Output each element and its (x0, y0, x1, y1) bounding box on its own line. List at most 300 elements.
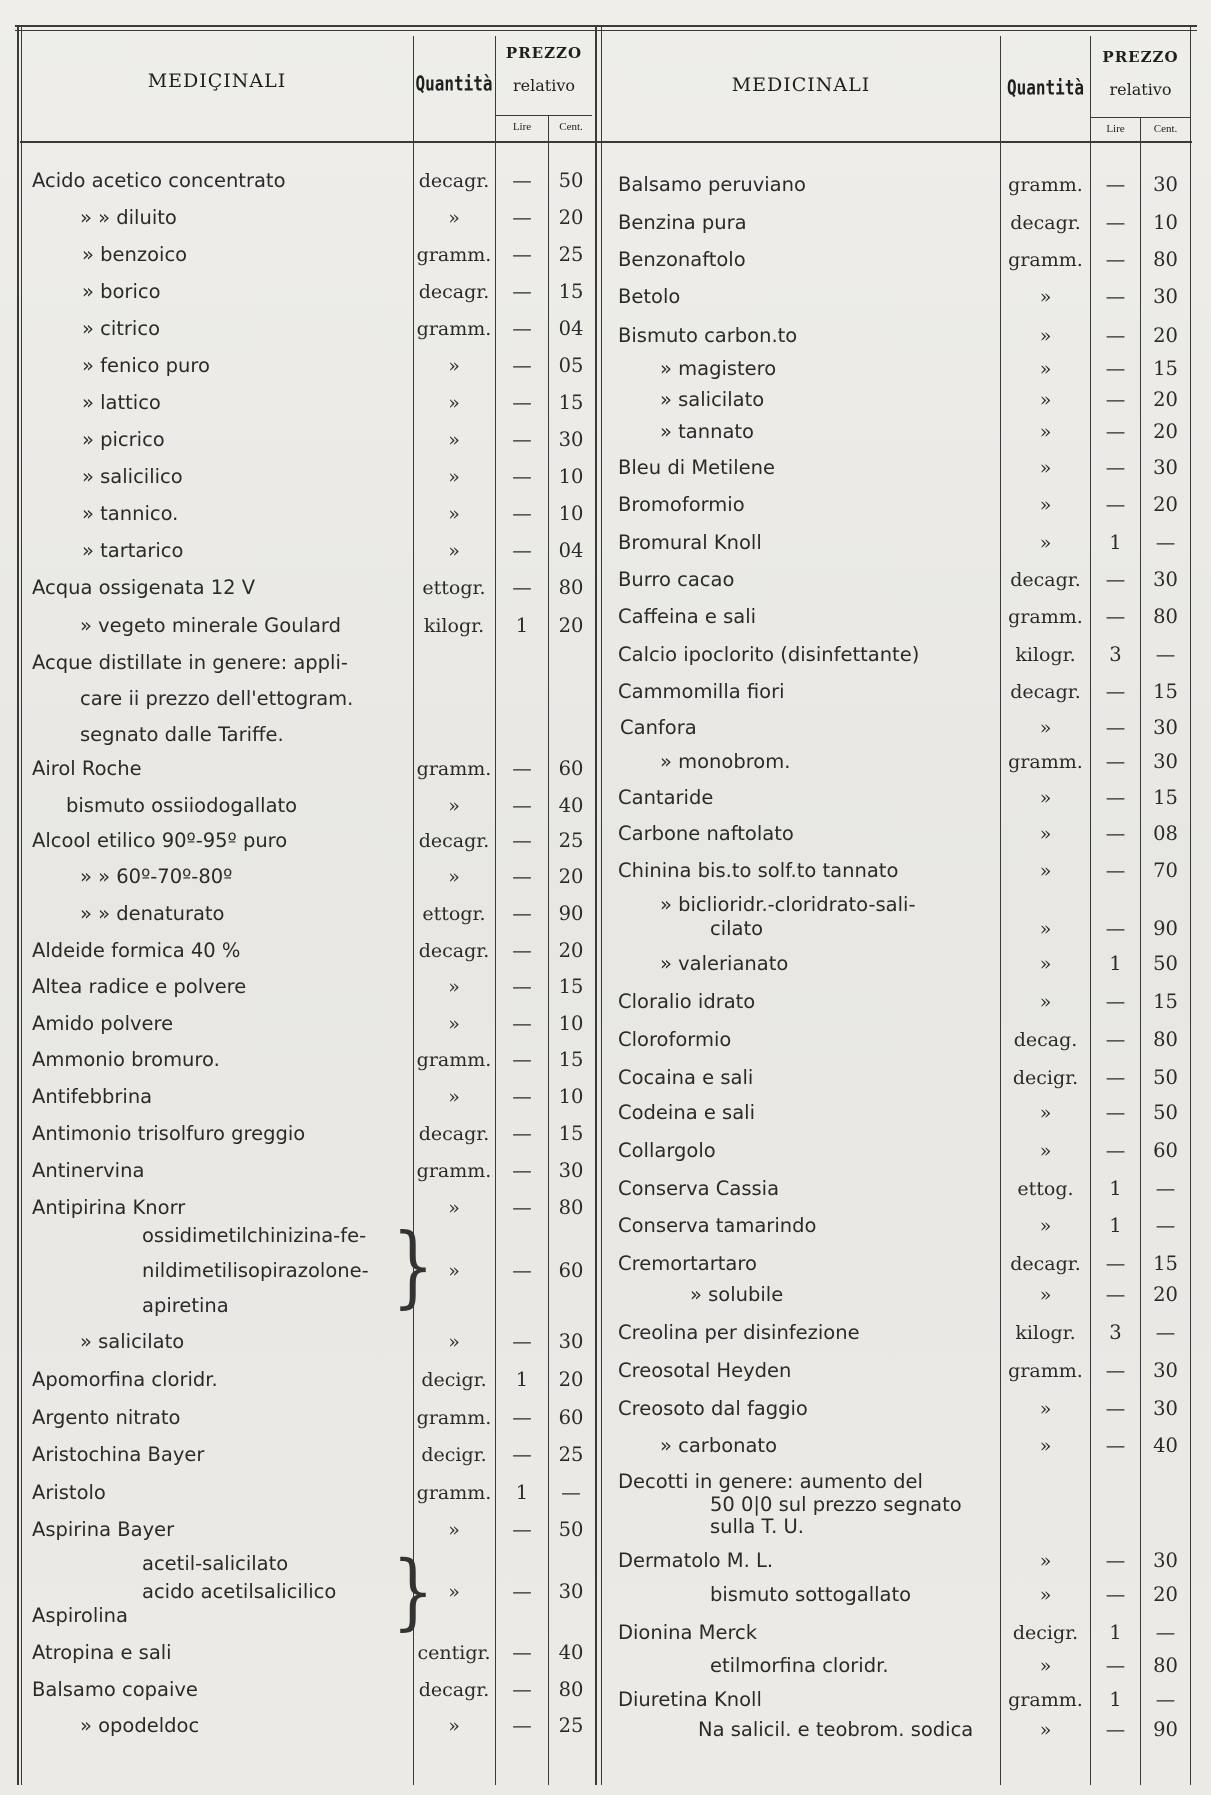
item-price-cent: 15 (558, 975, 584, 998)
item-price-cent: — (1155, 1688, 1176, 1711)
item-quantity: » (1039, 1398, 1052, 1420)
item-price-cent: 15 (1153, 680, 1178, 703)
item-quantity: » (448, 1715, 460, 1737)
item-name: Cremortartaro (618, 1252, 757, 1275)
item-name: sulla T. U. (710, 1515, 804, 1538)
item-price-cent: 20 (1153, 1583, 1178, 1606)
item-price-cent: 50 (558, 1518, 584, 1541)
item-price-cent: 05 (558, 354, 584, 377)
item-price-lire: — (1105, 917, 1126, 940)
item-price-lire: — (1105, 1718, 1126, 1741)
item-name: Creolina per disinfezione (618, 1321, 860, 1344)
item-quantity: ettogr. (422, 903, 486, 925)
item-quantity: » (448, 976, 460, 998)
item-quantity: » (448, 429, 460, 451)
item-quantity: decagr. (1010, 1253, 1081, 1275)
item-price-lire: — (1105, 456, 1126, 479)
item-price-lire: — (512, 1641, 532, 1664)
item-name: care ii prezzo dell'ettogram. (80, 687, 354, 710)
item-name: Antimonio trisolfuro greggio (32, 1122, 306, 1145)
item-price-cent: — (1155, 1214, 1176, 1237)
item-name: Decotti in genere: aumento del (618, 1470, 923, 1493)
left-header-quantita: Quantità (415, 71, 493, 96)
item-price-cent: 90 (1153, 917, 1178, 940)
item-quantity: decagr. (418, 830, 490, 852)
item-quantity: » (1039, 717, 1052, 739)
item-quantity: » (1039, 1584, 1052, 1606)
item-name: » monobrom. (660, 750, 791, 773)
item-name: Cloralio idrato (618, 990, 756, 1013)
item-quantity: gramm. (416, 1482, 492, 1504)
item-price-cent: 20 (558, 614, 584, 637)
item-name: etilmorfina cloridr. (710, 1654, 889, 1677)
item-price-cent: 30 (1153, 173, 1178, 196)
item-price-cent: 10 (558, 1085, 584, 1108)
left-border-inner (21, 25, 22, 1785)
item-name: Atropina e sali (32, 1641, 172, 1664)
item-price-cent: 15 (558, 1122, 584, 1145)
item-price-cent: 60 (558, 757, 584, 780)
item-price-lire: — (512, 1330, 532, 1353)
item-price-cent: 30 (1153, 1397, 1178, 1420)
item-price-cent: 15 (1153, 357, 1178, 380)
item-price-cent: 20 (1153, 388, 1178, 411)
item-price-lire: — (1105, 822, 1126, 845)
item-price-cent: 10 (558, 465, 584, 488)
item-name: Creosoto dal faggio (618, 1397, 808, 1420)
item-price-cent: 60 (1153, 1139, 1178, 1162)
item-price-cent: 80 (1153, 1028, 1178, 1051)
item-quantity: ettog. (1017, 1178, 1074, 1200)
item-price-cent: 30 (1153, 285, 1178, 308)
item-name: Acido acetico concentrato (32, 169, 286, 192)
left-header-lire: Lire (512, 121, 532, 133)
item-price-lire: — (1105, 388, 1126, 411)
item-price-lire: — (1105, 1583, 1126, 1606)
item-quantity: » (1039, 286, 1052, 308)
item-price-lire: — (512, 576, 532, 599)
left-header-prezzo: PREZZO (505, 44, 583, 62)
item-price-lire: 1 (1109, 531, 1122, 554)
item-price-cent: 30 (1153, 456, 1178, 479)
item-price-lire: — (512, 354, 532, 377)
right-price-subheader-rule (1091, 117, 1190, 118)
item-price-cent: 80 (1153, 248, 1178, 271)
item-price-cent: 10 (1153, 211, 1178, 234)
item-quantity: » (1039, 860, 1052, 882)
item-price-lire: — (1105, 211, 1126, 234)
item-name: » carbonato (660, 1434, 778, 1457)
item-name: Cloroformio (618, 1028, 732, 1051)
item-name: 50 0|0 sul prezzo segnato (710, 1493, 962, 1516)
item-quantity: » (448, 1013, 460, 1035)
item-name: Apomorfina cloridr. (32, 1368, 218, 1391)
item-name: Bismuto carbon.to (618, 324, 798, 347)
item-quantity: gramm. (416, 244, 492, 266)
item-price-lire: — (512, 243, 532, 266)
right-border (1190, 25, 1191, 1785)
item-price-cent: 15 (1153, 786, 1178, 809)
item-quantity: » (1039, 1550, 1052, 1572)
right-header-cent: Cent. (1153, 123, 1178, 135)
item-name: cilato (710, 917, 764, 940)
item-price-cent: 04 (558, 317, 584, 340)
item-quantity: » (448, 866, 460, 888)
item-price-lire: 3 (1109, 643, 1122, 666)
item-name: acetil-salicilato (142, 1552, 289, 1575)
item-price-cent: 50 (1153, 1101, 1178, 1124)
item-quantity: » (448, 392, 460, 414)
item-name: Conserva tamarindo (618, 1214, 817, 1237)
item-name: Conserva Cassia (618, 1177, 780, 1200)
item-quantity: » (1039, 918, 1052, 940)
item-name: Aristolo (32, 1481, 106, 1504)
item-quantity: » (1039, 991, 1052, 1013)
item-quantity: gramm. (416, 1407, 492, 1429)
header-bottom-rule (20, 141, 1192, 143)
item-price-lire: — (512, 317, 532, 340)
item-quantity: » (1039, 457, 1052, 479)
item-price-lire: — (512, 1196, 532, 1219)
item-price-cent: 25 (558, 829, 584, 852)
item-price-cent: — (1155, 643, 1176, 666)
item-name: » tartarico (82, 539, 184, 562)
item-quantity: » (1039, 494, 1052, 516)
item-price-lire: 1 (1109, 1177, 1122, 1200)
item-price-cent: 80 (558, 1196, 584, 1219)
item-price-lire: — (1105, 248, 1126, 271)
item-name: Antinervina (32, 1159, 145, 1182)
item-price-lire: — (512, 539, 532, 562)
item-price-cent: 15 (558, 1048, 584, 1071)
item-price-lire: 1 (515, 614, 529, 637)
item-price-lire: 1 (515, 1481, 529, 1504)
item-name: Altea radice e polvere (32, 975, 247, 998)
item-name: Caffeina e sali (618, 605, 757, 628)
item-price-lire: 1 (1109, 952, 1122, 975)
item-price-cent: 30 (1153, 568, 1178, 591)
left-header-relativo: relativo (513, 76, 575, 95)
item-name: Aspirina Bayer (32, 1518, 175, 1541)
item-name: Cammomilla fiori (618, 680, 785, 703)
item-price-lire: — (1105, 680, 1126, 703)
item-name: Antifebbrina (32, 1085, 153, 1108)
item-price-lire: — (512, 757, 532, 780)
item-price-cent: 80 (558, 576, 584, 599)
item-name: Dermatolo M. L. (618, 1549, 774, 1572)
item-quantity: » (1039, 1655, 1052, 1677)
item-quantity: » (1039, 823, 1052, 845)
item-name: Aristochina Bayer (32, 1443, 205, 1466)
item-price-cent: 20 (1153, 420, 1178, 443)
item-price-lire: 3 (1109, 1321, 1122, 1344)
item-price-lire: — (512, 1259, 532, 1282)
right-header-quantita: Quantità (1006, 75, 1085, 100)
item-name: » salicilico (82, 465, 183, 488)
item-name: » opodeldoc (80, 1714, 200, 1737)
item-price-lire: — (1105, 285, 1126, 308)
item-price-lire: — (1105, 493, 1126, 516)
item-price-cent: 80 (1153, 1654, 1178, 1677)
item-name: » vegeto minerale Goulard (80, 614, 341, 637)
item-name: » » denaturato (80, 902, 225, 925)
item-price-cent: 70 (1153, 859, 1178, 882)
item-price-lire: — (512, 1518, 532, 1541)
item-name: » benzoico (82, 243, 188, 266)
center-divider-a (595, 25, 597, 1785)
item-quantity: gramm. (1008, 751, 1083, 773)
item-name: Diuretina Knoll (618, 1688, 762, 1711)
item-quantity: » (448, 540, 460, 562)
item-price-lire: — (512, 391, 532, 414)
item-price-lire: — (1105, 1359, 1126, 1382)
item-quantity: decagr. (418, 1679, 490, 1701)
item-price-lire: — (512, 169, 532, 192)
item-quantity: » (448, 466, 460, 488)
item-name: apiretina (142, 1294, 229, 1317)
item-name: Bromoformio (618, 493, 745, 516)
item-quantity: decagr. (418, 940, 490, 962)
item-price-lire: — (1105, 859, 1126, 882)
item-quantity: decigr. (421, 1444, 487, 1466)
item-quantity: » (1039, 1719, 1052, 1741)
item-quantity: ettogr. (422, 577, 486, 599)
item-name: Bleu di Metilene (618, 456, 775, 479)
item-price-cent: 40 (558, 794, 584, 817)
item-name: Ammonio bromuro. (32, 1048, 220, 1071)
item-name: Na salicil. e teobrom. sodica (698, 1718, 974, 1741)
item-name: » lattico (82, 391, 161, 414)
right-header-lire: Lire (1106, 123, 1125, 135)
left-header-medicinali: MEDIÇINALI (147, 70, 287, 92)
item-quantity: decigr. (1012, 1067, 1079, 1089)
left-header-cent: Cent. (559, 121, 583, 133)
item-name: Cantaride (618, 786, 714, 809)
item-price-lire: — (1105, 1283, 1126, 1306)
item-quantity: » (1039, 325, 1052, 347)
item-name: segnato dalle Tariffe. (80, 723, 284, 746)
item-price-cent: 50 (1153, 952, 1178, 975)
item-price-lire: — (1105, 1397, 1126, 1420)
item-name: bismuto sottogallato (710, 1583, 912, 1606)
right-header-relativo: relativo (1109, 80, 1172, 99)
item-quantity: » (448, 1519, 460, 1541)
item-quantity: » (448, 795, 460, 817)
item-quantity: decagr. (1010, 212, 1081, 234)
item-price-lire: — (1105, 990, 1126, 1013)
item-price-lire: — (512, 1122, 532, 1145)
item-price-cent: 20 (1153, 1283, 1178, 1306)
item-price-lire: — (512, 1580, 532, 1603)
item-name: » » diluito (80, 206, 177, 229)
item-price-cent: 15 (1153, 1252, 1178, 1275)
item-name: » solubile (690, 1283, 784, 1306)
item-price-cent: 30 (558, 1330, 584, 1353)
item-name: » » 60º-70º-80º (80, 865, 233, 888)
item-price-cent: 80 (1153, 605, 1178, 628)
item-price-cent: 30 (558, 1159, 584, 1182)
item-name: » salicilato (660, 388, 765, 411)
item-price-lire: — (1105, 605, 1126, 628)
item-price-lire: — (512, 1048, 532, 1071)
item-quantity: » (1039, 1102, 1052, 1124)
item-price-lire: — (1105, 357, 1126, 380)
item-price-lire: — (512, 1714, 532, 1737)
item-price-lire: — (512, 1443, 532, 1466)
item-quantity: kilogr. (423, 615, 485, 637)
item-price-cent: 50 (1153, 1066, 1178, 1089)
item-name: Airol Roche (32, 757, 142, 780)
item-quantity: » (448, 503, 460, 525)
item-price-lire: — (1105, 568, 1126, 591)
item-price-cent: 25 (558, 243, 584, 266)
item-quantity: kilogr. (1015, 1322, 1076, 1344)
item-quantity: decagr. (418, 170, 490, 192)
item-price-lire: — (512, 829, 532, 852)
item-price-cent: 30 (1153, 750, 1178, 773)
item-quantity: kilogr. (1015, 644, 1076, 666)
item-name: Betolo (618, 285, 681, 308)
item-price-cent: 20 (558, 939, 584, 962)
right-header-medicinali: MEDICINALI (731, 74, 871, 96)
item-name: Dionina Merck (618, 1621, 758, 1644)
item-name: » borico (82, 280, 161, 303)
item-price-cent: — (561, 1481, 581, 1504)
brace-antipirina: } (392, 1214, 434, 1319)
item-name: » fenico puro (82, 354, 210, 377)
item-quantity: » (448, 1086, 460, 1108)
item-price-cent: 04 (558, 539, 584, 562)
item-name: Carbone naftolato (618, 822, 794, 845)
item-price-lire: — (1105, 1066, 1126, 1089)
item-price-lire: — (1105, 1028, 1126, 1051)
item-price-cent: 25 (558, 1443, 584, 1466)
item-name: Benzina pura (618, 211, 747, 234)
item-price-cent: 90 (1153, 1718, 1178, 1741)
item-name: Aldeide formica 40 % (32, 939, 241, 962)
item-quantity: decagr. (1010, 569, 1081, 591)
item-name: Balsamo copaive (32, 1678, 198, 1701)
item-price-cent: 10 (558, 502, 584, 525)
item-name: Acque distillate in genere: appli- (32, 651, 348, 674)
item-name: Cocaina e sali (618, 1066, 754, 1089)
item-price-cent: 60 (558, 1259, 584, 1282)
item-quantity: » (448, 1197, 460, 1219)
item-price-lire: — (1105, 1549, 1126, 1572)
item-quantity: decigr. (1012, 1622, 1079, 1644)
item-name: » tannato (660, 420, 754, 443)
item-name: » tannico. (82, 502, 179, 525)
item-name: Calcio ipoclorito (disinfettante) (618, 643, 920, 666)
item-quantity: » (448, 1581, 460, 1603)
item-price-cent: 50 (558, 169, 584, 192)
item-quantity: » (1039, 1140, 1052, 1162)
top-border (15, 25, 1197, 27)
item-name: Burro cacao (618, 568, 735, 591)
item-price-cent: 30 (1153, 716, 1178, 739)
item-name: » magistero (660, 357, 777, 380)
item-quantity: gramm. (1008, 1689, 1083, 1711)
item-quantity: decagr. (1010, 681, 1081, 703)
item-quantity: gramm. (416, 758, 492, 780)
item-quantity: gramm. (1008, 174, 1083, 196)
item-quantity: » (1039, 421, 1052, 443)
item-quantity: decagr. (418, 1123, 490, 1145)
item-price-cent: 25 (558, 1714, 584, 1737)
item-name: Alcool etilico 90º-95º puro (32, 829, 288, 852)
item-name: Codeina e sali (618, 1101, 755, 1124)
item-quantity: » (1039, 787, 1052, 809)
item-price-cent: 30 (558, 1580, 584, 1603)
item-quantity: gramm. (1008, 606, 1083, 628)
item-price-lire: — (1105, 1434, 1126, 1457)
item-price-lire: — (512, 939, 532, 962)
item-price-lire: 1 (1109, 1621, 1122, 1644)
item-quantity: gramm. (416, 1049, 492, 1071)
item-name: » citrico (82, 317, 160, 340)
item-price-lire: — (512, 902, 532, 925)
item-price-cent: 80 (558, 1678, 584, 1701)
item-price-lire: — (512, 1678, 532, 1701)
item-price-lire: — (512, 465, 532, 488)
item-price-lire: — (1105, 1101, 1126, 1124)
item-price-lire: — (1105, 750, 1126, 773)
item-name: acido acetilsalicilico (142, 1580, 337, 1603)
item-quantity: decag. (1013, 1029, 1078, 1051)
item-price-lire: — (512, 975, 532, 998)
item-name: Bromural Knoll (618, 531, 762, 554)
item-price-cent: 10 (558, 1012, 584, 1035)
item-price-lire: 1 (1109, 1688, 1122, 1711)
item-name: Aspirolina (32, 1604, 128, 1627)
item-quantity: gramm. (1008, 1360, 1083, 1382)
item-quantity: » (1039, 532, 1052, 554)
item-name: Creosotal Heyden (618, 1359, 792, 1382)
item-quantity: » (1039, 358, 1052, 380)
item-price-cent: 20 (1153, 493, 1178, 516)
item-price-cent: — (1155, 531, 1176, 554)
item-price-cent: 30 (1153, 1359, 1178, 1382)
item-name: nildimetilisopirazolone- (142, 1259, 369, 1282)
item-price-lire: — (512, 1085, 532, 1108)
item-name: Acqua ossigenata 12 V (32, 576, 256, 599)
left-price-subheader-rule (496, 115, 592, 116)
item-quantity: decigr. (421, 1369, 487, 1391)
item-price-cent: 40 (558, 1641, 584, 1664)
item-price-cent: 15 (1153, 990, 1178, 1013)
brace-aspirina: } (392, 1543, 434, 1640)
item-price-lire: — (1105, 420, 1126, 443)
item-price-lire: — (1105, 716, 1126, 739)
item-price-cent: 15 (558, 280, 584, 303)
item-name: bismuto ossiiodogallato (66, 794, 298, 817)
item-price-lire: 1 (1109, 1214, 1122, 1237)
item-price-cent: 60 (558, 1406, 584, 1429)
item-quantity: gramm. (416, 318, 492, 340)
item-name: Amido polvere (32, 1012, 174, 1035)
item-price-cent: 20 (1153, 324, 1178, 347)
item-price-lire: — (512, 502, 532, 525)
item-price-lire: 1 (515, 1368, 529, 1391)
item-quantity: » (448, 355, 460, 377)
center-divider-b (601, 25, 602, 1785)
item-price-lire: — (512, 865, 532, 888)
item-name: » biclioridr.-cloridrato-sali- (660, 893, 916, 916)
item-quantity: » (448, 1331, 460, 1353)
item-quantity: » (1039, 389, 1052, 411)
item-name: » salicilato (80, 1330, 185, 1353)
item-name: » picrico (82, 428, 165, 451)
